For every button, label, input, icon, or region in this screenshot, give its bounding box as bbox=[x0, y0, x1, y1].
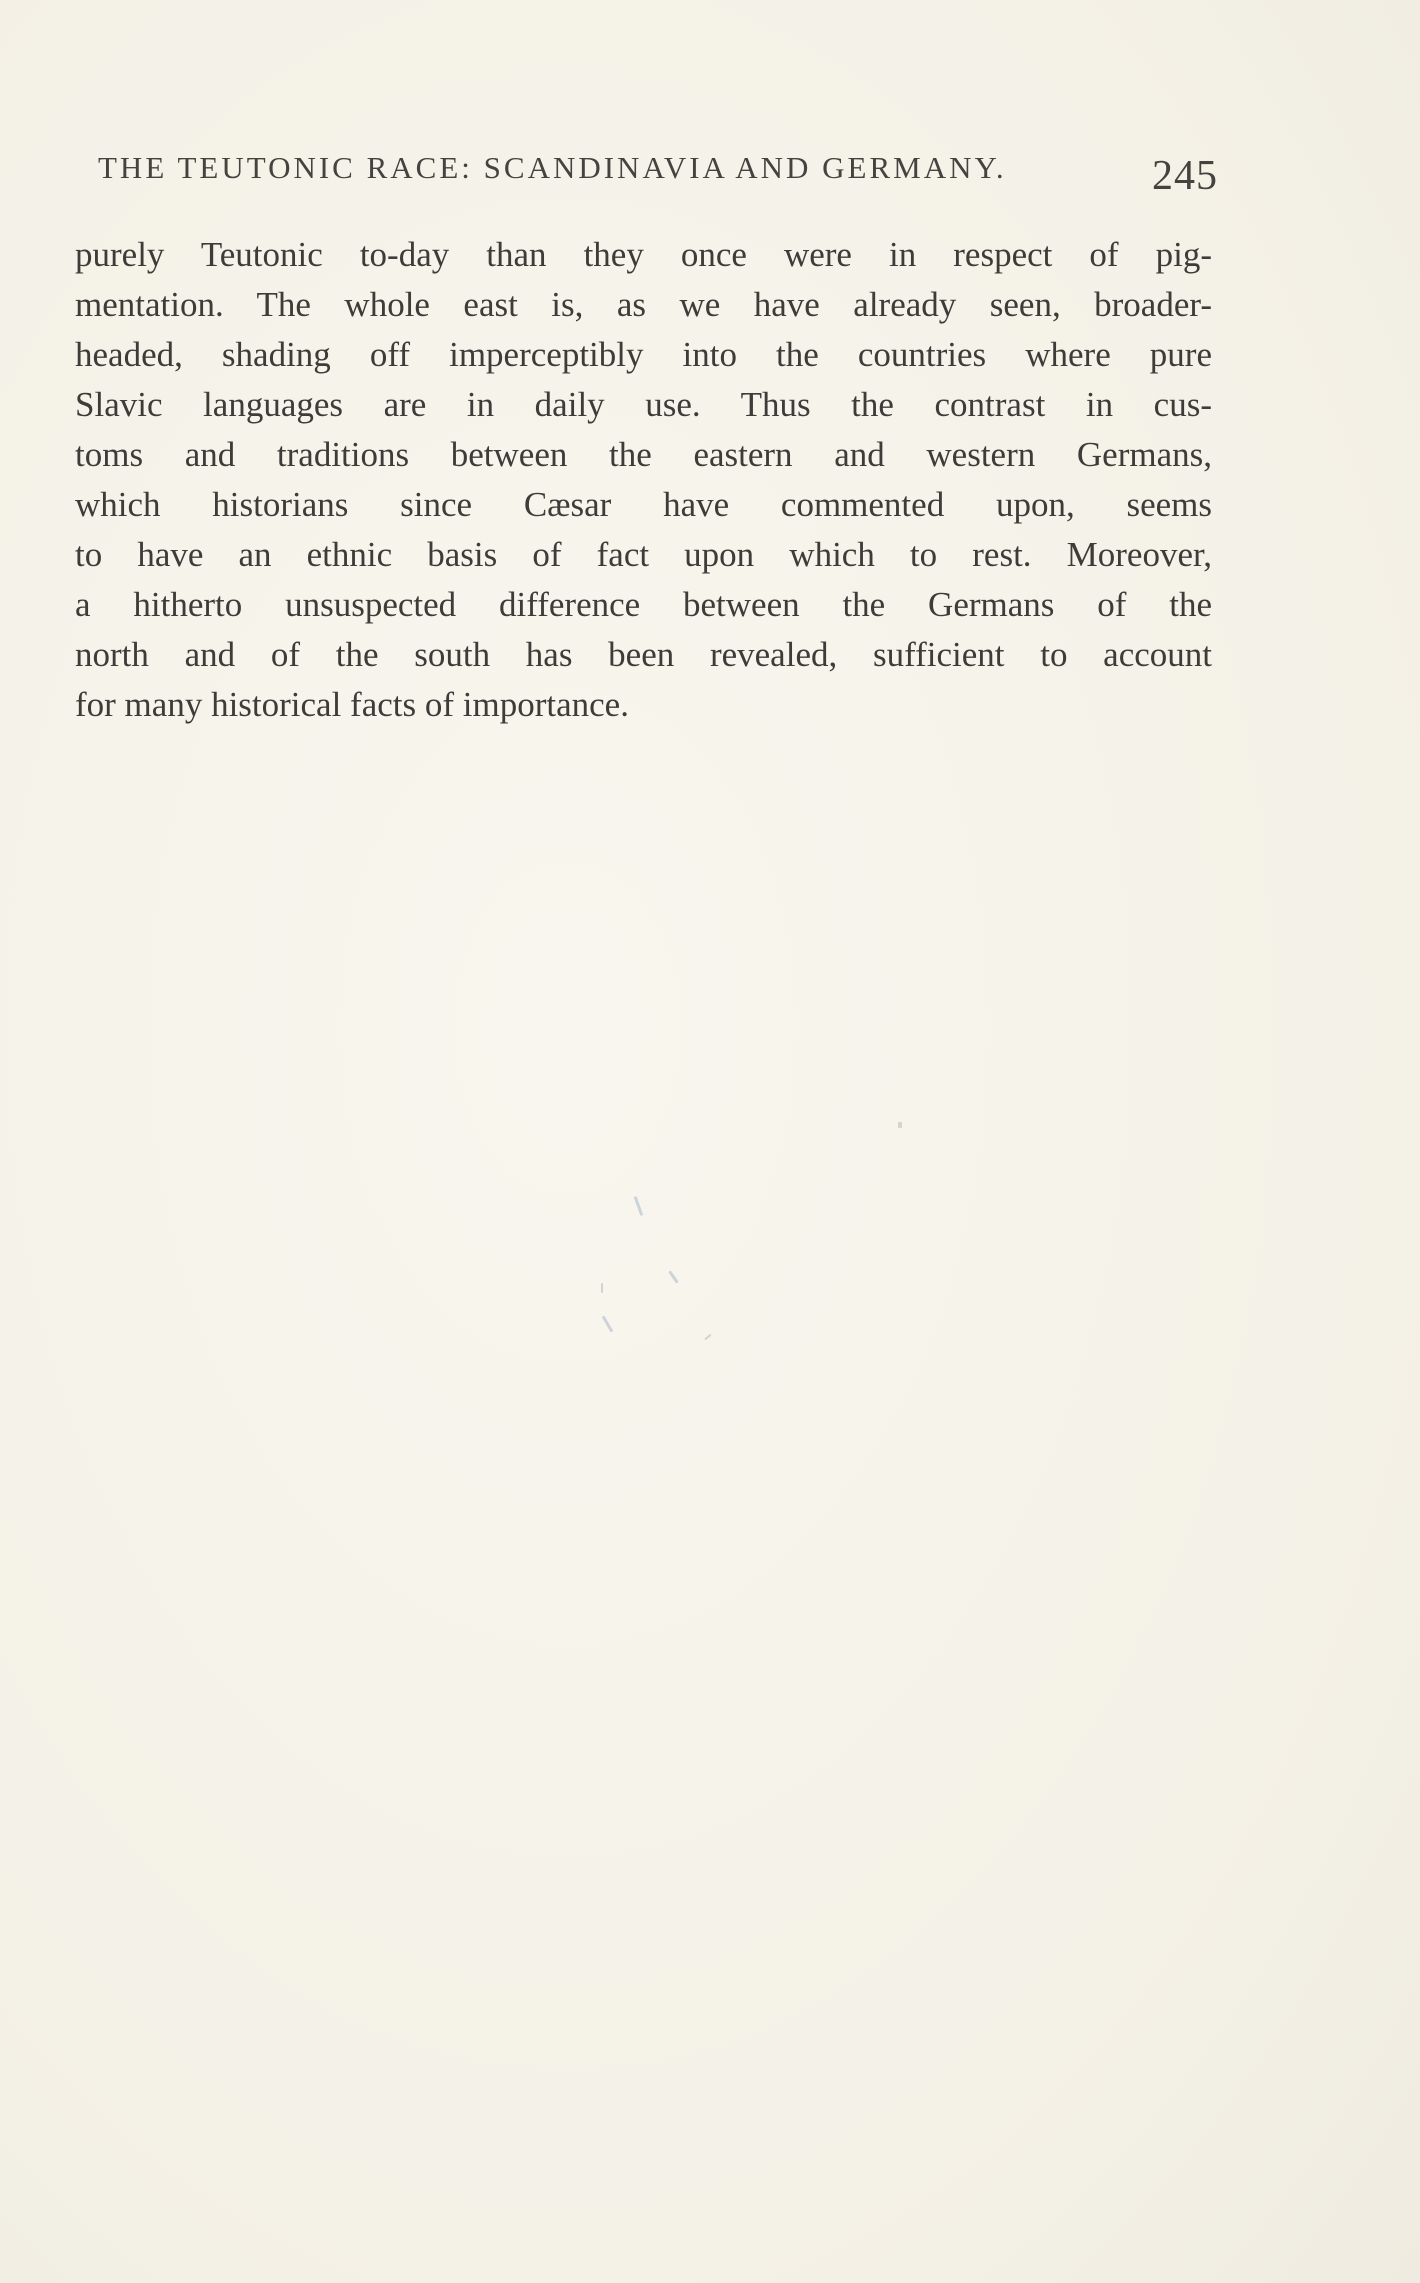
running-head bbox=[98, 146, 1218, 199]
text-line: Slavic languages are in daily use. Thus the contrast in cus- bbox=[75, 385, 1212, 424]
text-line: mentation. The whole east is, as we have already seen, broader- bbox=[75, 285, 1212, 324]
paper-speck bbox=[601, 1283, 603, 1293]
paper-speck bbox=[668, 1270, 678, 1283]
running-title: THE TEUTONIC RACE: SCANDINAVIA AND GERMANY. bbox=[98, 150, 1007, 185]
paper-speck bbox=[704, 1334, 711, 1341]
paper-speck bbox=[898, 1122, 902, 1128]
text-line: for many historical facts of importance. bbox=[75, 685, 629, 724]
text-line: a hitherto unsuspected difference between the Germans of the bbox=[75, 585, 1212, 624]
paper-speck bbox=[602, 1315, 614, 1332]
text-line: toms and traditions between the eastern and western Germans, bbox=[75, 435, 1212, 474]
text-line: north and of the south has been revealed, sufficient to account bbox=[75, 635, 1212, 674]
text-line: which historians since Cæsar have commented upon, seems bbox=[75, 485, 1212, 524]
paper-speck bbox=[634, 1196, 644, 1216]
page-number: 245 bbox=[1152, 153, 1218, 199]
text-line: to have an ethnic basis of fact upon which to rest. Moreover, bbox=[75, 535, 1212, 574]
text-line: headed, shading off imperceptibly into the countries where pure bbox=[75, 335, 1212, 374]
body-paragraph bbox=[75, 230, 1212, 730]
text-line: purely Teutonic to-day than they once were in respect of pig- bbox=[75, 235, 1212, 274]
